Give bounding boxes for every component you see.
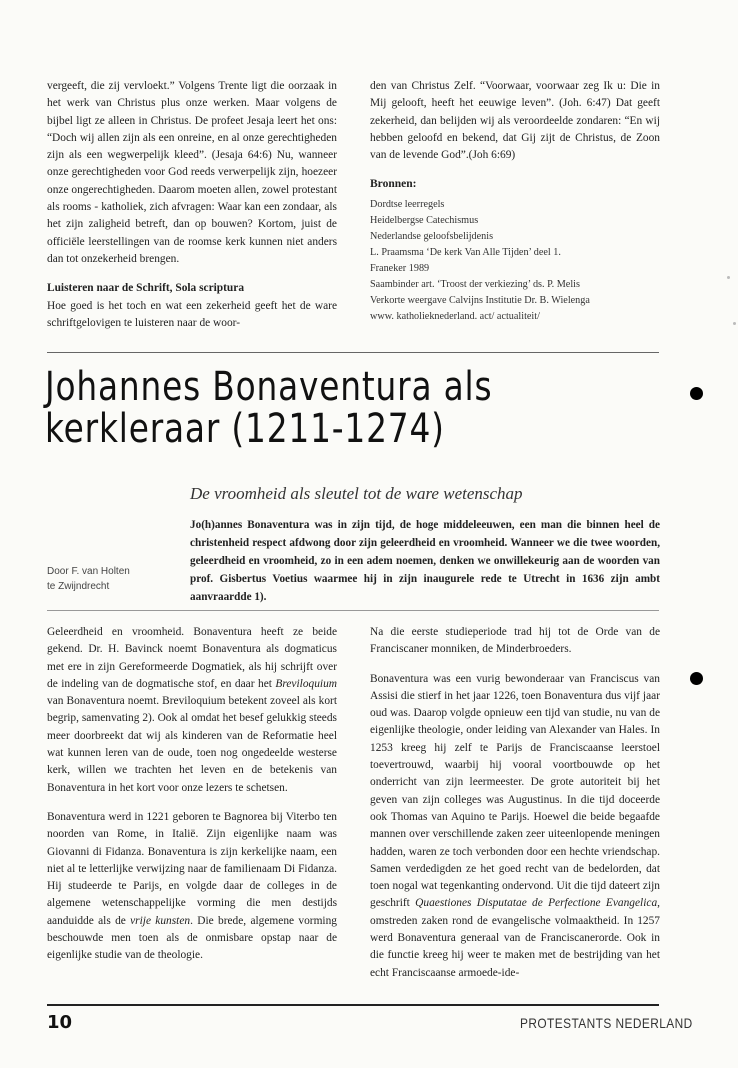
- article-subtitle: De vroomheid als sleutel tot de ware wetenschap: [190, 484, 523, 503]
- paragraph: [370, 671, 660, 982]
- divider: [47, 352, 659, 353]
- text-run: . Die brede, algemene vorming beschouwde men toen als de onmisbare opstap naar de eigenlijke studie van de theologie.: [47, 914, 337, 962]
- footer-rule: [47, 1004, 659, 1006]
- speck-icon: [727, 276, 730, 279]
- source-item: Dordtse leerregels: [370, 198, 445, 210]
- paragraph: Hoe goed is het toch en wat een zekerheid geeft het de ware schriftgelovigen te luisteren naar de woor-: [47, 299, 337, 329]
- byline: [47, 564, 177, 594]
- source-item: Nederlandse geloofsbelijdenis: [370, 230, 494, 242]
- paragraph: [47, 809, 337, 965]
- punch-hole-icon: [690, 387, 703, 400]
- text-run: , omstreden zaken rond de evangelische volmaaktheid. In 1257 werd Bonaventura generaal van de Franciscanerorde. Ook in die functie kreeg hij weer te maken met de bestrijding van het echt Franciscaanse armoede-ide-: [370, 897, 660, 979]
- top-left-column: [47, 78, 337, 344]
- body-left-column: [47, 624, 337, 977]
- source-item: Heidelbergse Catechismus: [370, 214, 479, 226]
- article-intro: Jo(h)annes Bonaventura was in zijn tijd, de hoge middeleeuwen, een man die binnen heel de christenheid respect afdwong door zijn geleerdheid en vroomheid. Wanneer we die twee woorden, geleerdheid en vroomheid, zo in een adem noemen, denken we onwillekeurig aan de woorden van prof. Gisbertus Voetius waarmee hij in zijn inaugurele rede te Utrecht in 1636 zijn ambt aanvraardde 1).: [190, 519, 660, 603]
- text-run: van Bonaventura noemt. Breviloquium betekent zoveel als kort begrip, samenvating 2). Ook al omdat het besef gelukkig steeds meer doorbreekt dat wij als kinderen van de Reformatie heel wat kunnen leren van de oude, toen nog ongedeelde westerse kerk, willen we trachten het leven en de betekenis van Bonaventura in het kort voor onze lezers te schetsen.: [47, 695, 337, 794]
- italic-term: Quaestiones Disputatae de Perfectione Evangelica: [415, 897, 658, 910]
- sources-heading: Bronnen:: [370, 178, 417, 191]
- italic-term: vrije kunsten: [130, 914, 191, 927]
- page-number: 10: [47, 1012, 73, 1033]
- title-line: kerkleraar (1211-1274): [45, 406, 445, 452]
- text-run: Bonaventura werd in 1221 geboren te Bagnorea bij Viterbo ten noorden van Rome, in Italië. Zijn eigenlijke naam was Giovanni di Fidanza. Bonaventura is zijn kerkelijke naam, een niet al te letterlijke verwijzing naar de familienaam Di Fidanza. Hij studeerde te Parijs, en volgde daar de colleges in de algemene wetenschappelijke vorming die men destijds aanduidde als de: [47, 810, 337, 927]
- section-heading: Luisteren naar de Schrift, Sola scriptura: [47, 282, 245, 295]
- byline-author: Door F. van Holten: [47, 566, 130, 577]
- divider: [47, 610, 659, 611]
- source-item: Saambinder art. ‘Troost der verkiezing’ ds. P. Melis: [370, 278, 580, 290]
- source-item: Franeker 1989: [370, 262, 430, 274]
- text-run: Geleerdheid en vroomheid. Bonaventura heeft ze beide gekend. Dr. H. Bavinck noemt Bonaventura als dogmaticus met ere in zijn Gereformeerde Dogmatiek, als hij schrijft over de indeling van de dogmatische stof, en daar het: [47, 626, 337, 690]
- text-run: Bonaventura was een vurig bewonderaar van Franciscus van Assisi die stierf in het jaar 1226, toen Bonaventura dus vijf jaar oud was. Daarop volgde opnieuw een tijd van studie, nu van de eigenlijke theologie, onder leiding van Alexander van Hales. In 1253 kreeg hij zelf te Parijs de Franciscaanse leerstoel toevertrouwd, waarbij hij vooral voortbouwde op het onderricht van zijn leermeester. De grote autoriteit bij het geven van zijn colleges was Augustinus. In die tijd doceerde ook Thomas van Aquino te Parijs. Hoewel die beide begaafde mannen over verschillende zaken zeer uiteenlopende meningen hadden, waren ze toch verbonden door een hechte vriendschap. Samen verdedigden ze het goed recht van de bedelorden, dat toen nogal wat tegenkanting ondervond. Uit die tijd dateert zijn geschrift: [370, 672, 660, 910]
- paragraph: Na die eerste studieperiode trad hij tot de Orde van de Franciscaner monniken, de Minderbroeders.: [370, 626, 660, 656]
- title-line: Johannes Bonaventura als: [45, 364, 493, 410]
- source-item: L. Praamsma ‘De kerk Van Alle Tijden’ deel 1.: [370, 246, 561, 258]
- publication-name: PROTESTANTS NEDERLAND: [520, 1015, 693, 1031]
- paragraph: vergeeft, die zij vervloekt.” Volgens Trente ligt die oorzaak in het werk van Christus plus onze werken. Maar volgens de bijbel ligt ze alleen in Christus. De profeet Jesaja leert het ons: “Doch wij allen zijn als een onreine, en al onze gerechtigheden zijn als een wegwerpelijk kleed”. (Jesaja 64:6) Nu, wanneer onze gerechtigheden voor God reeds verwerpelijk zijn, hoezeer onze ongerechtigheden. Daarom moeten allen, zowel protestant als rooms - katholiek, zich afvragen: Waar kan een zondaar, als het zijn zaligheid betreft, dan op bouwen? Kortom, juist de officiële leerstellingen van de roomse kerk kunnen niet anders dan tot onzekerheid brengen.: [47, 80, 337, 265]
- article-title: [45, 366, 570, 450]
- speck-icon: [733, 322, 736, 325]
- paragraph: [47, 624, 337, 797]
- source-item: Verkorte weergave Calvijns Institutie Dr. B. Wielenga: [370, 294, 590, 306]
- byline-place: te Zwijndrecht: [47, 581, 110, 592]
- top-right-column: [370, 78, 660, 325]
- italic-term: Breviloquium: [275, 677, 337, 690]
- source-item: www. katholieknederland. act/ actualiteit/: [370, 310, 540, 322]
- paragraph: den van Christus Zelf. “Voorwaar, voorwaar zeg Ik u: Die in Mij gelooft, heeft het eeuwige leven”. (Joh. 6:47) Dat geeft zekerheid, dan belijden wij als veroordeelde zondaren: “En wij hebben geloofd en bekend, dat Gij zijt de Christus, de Zoon van de levende God”.(Joh 6:69): [370, 80, 660, 162]
- punch-hole-icon: [690, 672, 703, 685]
- body-right-column: [370, 624, 660, 994]
